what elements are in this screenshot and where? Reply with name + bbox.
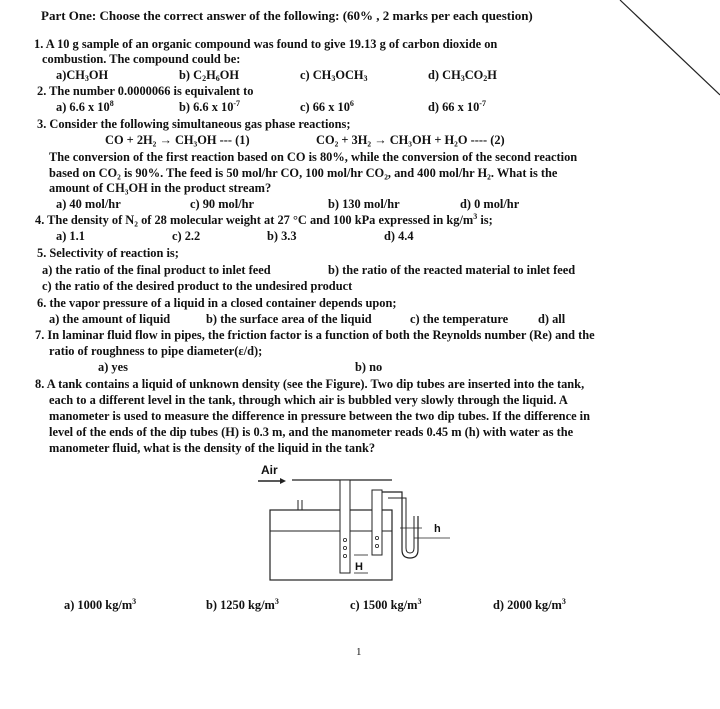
air-label: Air [261,463,278,477]
q3-stem: 3. Consider the following simultaneous gas phase reactions; [37,117,351,131]
q6-option-c: c) the temperature [410,312,509,326]
q7-option-b: b) no [355,360,383,374]
dip-tube-tank-figure [250,460,450,585]
H-label: H [355,561,363,573]
q6-option-a: a) the amount of liquid [49,312,171,326]
q1-stem-line2: combustion. The compound could be: [42,52,241,66]
q6-option-d: d) all [538,312,566,326]
q5-stem: 5. Selectivity of reaction is; [37,246,179,260]
q5-option-c: c) the ratio of the desired product to the undesired product [42,279,353,293]
section-header: Part One: Choose the correct answer of the following: (60% , 2 marks per each question) [41,8,533,23]
q8-stem-line1: 8. A tank contains a liquid of unknown density (see the Figure). Two dip tubes are inserted into the tank, [35,377,585,391]
q8-stem-line2: each to a different level in the tank, through which air is bubbled very slowly through the liquid. A [49,393,568,407]
q4-option-c: c) 2.2 [172,229,201,243]
q1-option-a: $a)CH_3OH$ [56,68,109,83]
q1-stem-line1: 1. A 10 g sample of an organic compound was found to give 19.13 g of carbon dioxide on [34,37,498,51]
q7-stem-line2: ratio of roughness to pipe diameter(ε/d); [49,344,263,358]
q8-option-b: b) 1250 $kg/m^3$ [206,597,279,612]
q8-option-a: a) 1000 $kg/m^3$ [64,597,137,612]
q3-option-a: a) 40 mol/hr [56,197,121,211]
q2-option-a: a) 6.6 x $10^8$ [56,99,114,114]
q8-option-d: d) 2000 $kg/m^3$ [493,597,566,612]
q4-option-a: a) 1.1 [56,229,85,243]
page-number: 1 [356,646,362,658]
q6-stem: 6. the vapor pressure of a liquid in a closed container depends upon; [37,296,397,310]
q8-stem-line5: manometer fluid, what is the density of the liquid in the tank? [49,441,376,455]
q3-option-d: d) 0 mol/hr [460,197,520,211]
q7-stem-line1: 7. In laminar fluid flow in pipes, the friction factor is a function of both the Reynolds number (Re) and the [35,328,595,342]
q4-stem: 4. The density of N₂ of 28 molecular weight at 27 °C and 100 kPa expressed in $kg/m^3$ is; [35,212,493,227]
q4-option-b: b) 3.3 [267,229,297,243]
q2-option-d: d) 66 x $10^{-7}$ [428,99,486,114]
dip-tube-2 [372,490,382,555]
manometer-outer [382,492,418,558]
q3-option-c: c) 90 mol/hr [190,197,255,211]
q3-paragraph-1: The conversion of the first reaction based on CO is 80%, while the conversion of the second reaction [49,150,578,164]
q3-paragraph-2: based on CO₂ is 90%. The feed is 50 mol/hr CO, 100 mol/hr CO₂, and 400 mol/hr H₂. What is the [49,166,558,180]
q2-stem: 2. The number 0.0000066 is equivalent to [37,84,254,98]
q3-option-b: b) 130 mol/hr [328,197,400,211]
q2-option-c: c) 66 x $10^6$ [300,99,354,114]
q4-option-d: d) 4.4 [384,229,414,243]
q8-option-c: c) 1500 $kg/m^3$ [350,597,422,612]
air-arrow-head [280,478,286,484]
q7-option-a: a) yes [98,360,128,374]
q1-option-b: b) $C_2H_6OH$ [179,68,239,83]
q5-option-a: a) the ratio of the final product to inlet feed [42,263,271,277]
q6-option-b: b) the surface area of the liquid [206,312,372,326]
dip-tube-1 [340,480,350,573]
q5-option-b: b) the ratio of the reacted material to inlet feed [328,263,576,277]
q3-reaction-2: CO₂ + 3H₂ → CH₃OH + H₂O ---- (2) [316,133,505,147]
q3-paragraph-3: amount of CH₃OH in the product stream? [49,181,272,195]
q1-option-c: c) $CH_3OCH_3$ [300,68,368,83]
q2-option-b: b) 6.6 x $10^{-7}$ [179,99,241,114]
q1-option-d: d) $CH_3CO_2H$ [428,68,497,83]
q8-stem-line3: manometer is used to measure the difference in pressure between the two dip tubes. If the difference in [49,409,591,423]
h-label: h [434,523,441,535]
q8-stem-line4: level of the ends of the dip tubes (H) is 0.3 m, and the manometer reads 0.45 m (h) with water as the [49,425,574,439]
q3-reaction-1: CO + 2H₂ → CH₃OH --- (1) [105,133,250,147]
